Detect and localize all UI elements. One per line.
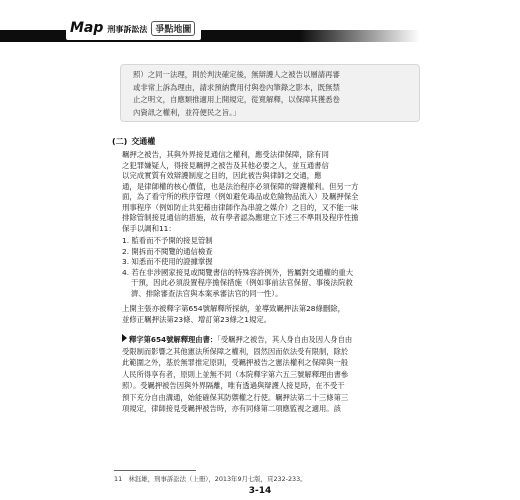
paragraph-2	[122, 304, 438, 325]
text-line: 羈押之被告，其與外界接見通信之權利，應受法律保障，除有同	[122, 150, 329, 159]
footnote: 11 林鈺雄，刑事訴訟法（上冊），2013年9月七版，頁232-233。	[114, 475, 307, 483]
decision-label: 釋字第654號解釋理由書：	[129, 335, 218, 344]
quote-line: 照）之同一法理，則於判決確定後，無辯護人之被告以層請再審	[133, 70, 340, 79]
header-bar-fade	[300, 30, 420, 42]
text-line: 上開主張亦被釋字第654號解釋所採納，並導致羈押法第28條刪除，	[122, 304, 346, 313]
text-line: 並修正羈押法第23條、增訂第23條之1規定。	[122, 314, 272, 324]
list-item: 1. 監看而不予開的接見管制	[122, 236, 213, 245]
quote-box	[120, 64, 420, 122]
decision-line: 此範圍之外，基於無罪推定原則，受羈押被告之憲法權利之保障與一般	[122, 358, 349, 367]
section-heading	[112, 136, 155, 147]
text-line: 保手以調和11：	[122, 223, 176, 233]
text-line: 刑事程序（例如防止共犯藉由律師作為串證之媒介）之目的，又不能一味	[122, 202, 359, 212]
decision-line: 照）。受羈押被告因與外界隔離，唯有透過與辯護人接見時，在不受干	[122, 381, 345, 390]
quote-line: 內資訊之權利，並符便民之旨。」	[133, 107, 241, 117]
text-line: 面，為了看守所的秩序管理（例如避免毒品或危險物品流入）及羈押保全	[122, 192, 359, 201]
decision-line: 預下充分自由溝通，始能確保其防禦權之行使。羈押法第二十三條第三	[122, 392, 349, 402]
decision-block	[122, 334, 438, 415]
decision-first-line	[122, 334, 438, 346]
decision-line: 人民所得享有者，原則上並無不同（本院釋字第六五三號解釋理由書參	[122, 369, 349, 379]
footnote-divider	[114, 470, 196, 471]
quote-line: 止之明文，自應類推適用上開規定，從寬解釋，以保障其獲悉卷	[133, 95, 340, 104]
page-header	[0, 0, 520, 42]
text-line: 通，是律師權的核心價值，也是法治程序必須保障的辯護權利。但另一方	[122, 181, 359, 191]
paragraph-1	[122, 150, 438, 234]
principles-list	[122, 236, 438, 299]
text-line: 以完成實質有效辯護制度之目的，因此被告與律師之交通，應	[122, 171, 322, 180]
decision-line: 「受羈押之被告，其人身自由及因人身自由	[217, 335, 353, 344]
header-title	[66, 20, 201, 40]
quote-line: 或非常上訴為理由，請求預納費用付與卷內筆錄之影本，既無禁	[133, 82, 340, 92]
section-title: 交通權	[131, 137, 156, 146]
list-item: 4. 若在非涉國家接見或閱覽書信的特殊容許例外，皆屬對交通權的重大	[122, 267, 354, 277]
book-badge: 爭點地圖	[151, 21, 195, 36]
list-item-continued: 干預，因此必須設置程序擔保措施（例如事前法官保留、事後法院救	[131, 278, 353, 287]
page-number: 3-14	[248, 486, 272, 496]
text-line: 之犯罪嫌疑人，得接見羈押之被告及其他必要之人，並互通書信	[122, 160, 329, 170]
triangle-bullet-icon	[122, 334, 127, 342]
book-logo: Map	[70, 20, 104, 36]
list-item: 3. 知悉而不使用的證據掌握	[122, 257, 213, 266]
decision-line: 受限制而影響之其他憲法所保障之權利，固然因而依法受有限制，除於	[122, 346, 349, 356]
book-subtitle: 刑事訴訟法	[107, 25, 148, 34]
section-number: (二)	[112, 137, 128, 146]
decision-line: 項規定，律師接見受羈押被告時，亦有同條第二項應監視之適用。該	[122, 404, 341, 413]
text-line: 排除管制接見通信的措施，故有學者認為應建立下述三不準則及程序性擔	[122, 213, 359, 222]
list-item: 2. 開拆而不閱覽的通信檢查	[122, 246, 213, 256]
list-item-continued: 濟、排除審查法官與本案承審法官的同一性）。	[131, 288, 283, 298]
